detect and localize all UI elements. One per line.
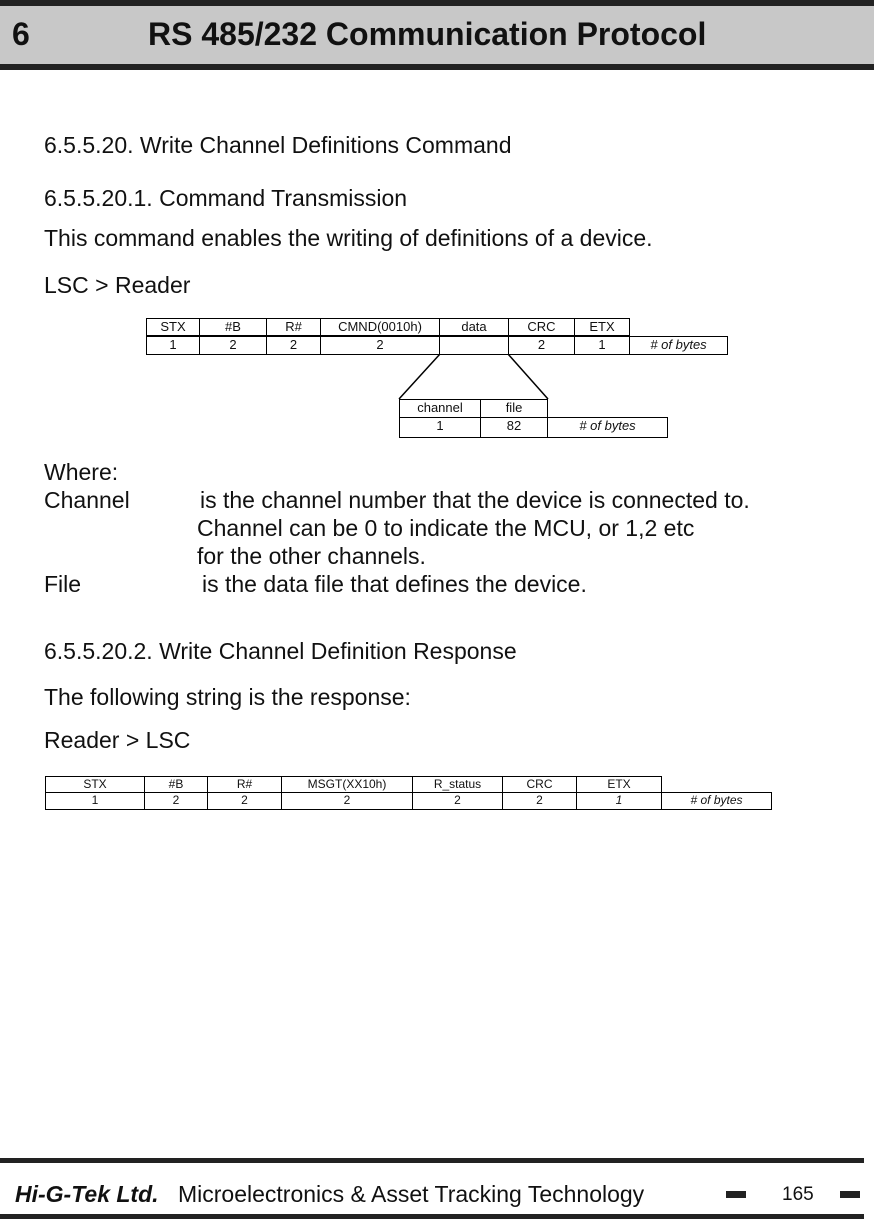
data-bytes-label: # of bytes — [547, 417, 668, 438]
direction-reader-lsc: Reader > LSC — [44, 727, 191, 753]
frame-bytes-etx: 1 — [574, 336, 630, 355]
chapter-number: 6 — [12, 16, 30, 52]
channel-definition-line1: is the channel number that the device is connected to. — [200, 487, 750, 513]
page-number: 165 — [782, 1184, 814, 1205]
company-name: Hi-G-Tek Ltd. — [15, 1181, 159, 1207]
channel-definition-line2: Channel can be 0 to indicate the MCU, or 1,2 etc — [197, 515, 695, 541]
frame-field-r: R# — [266, 318, 321, 336]
frame-bytes-b: 2 — [199, 336, 267, 355]
response-bytes-crc: 2 — [502, 792, 577, 810]
frame-bytes-r: 2 — [266, 336, 321, 355]
file-definition: is the data file that defines the device. — [202, 571, 587, 597]
direction-lsc-reader: LSC > Reader — [44, 272, 191, 298]
sub-heading-transmission: 6.5.5.20.1. Command Transmission — [44, 185, 408, 211]
response-field-stx: STX — [45, 776, 145, 793]
data-bytes-file: 82 — [480, 417, 548, 438]
response-bytes-r: 2 — [207, 792, 282, 810]
response-field-msgt: MSGT(XX10h) — [281, 776, 413, 793]
frame-bytes-cmnd: 2 — [320, 336, 440, 355]
response-bytes-rstatus: 2 — [412, 792, 503, 810]
frame-field-crc: CRC — [508, 318, 575, 336]
response-field-crc: CRC — [502, 776, 577, 793]
frame-bytes-crc: 2 — [508, 336, 575, 355]
channel-term: Channel — [44, 487, 130, 513]
section-heading: 6.5.5.20. Write Channel Definitions Command — [44, 132, 512, 158]
command-description: This command enables the writing of definitions of a device. — [44, 225, 653, 251]
response-field-etx: ETX — [576, 776, 662, 793]
sub-heading-response: 6.5.5.20.2. Write Channel Definition Response — [44, 638, 517, 664]
response-bytes-etx: 1 — [576, 792, 662, 810]
frame-field-stx: STX — [146, 318, 200, 336]
response-field-r: R# — [207, 776, 282, 793]
response-bytes-stx: 1 — [45, 792, 145, 810]
where-label: Where: — [44, 459, 119, 485]
company-tagline: Microelectronics & Asset Tracking Technology — [178, 1181, 645, 1207]
file-term: File — [44, 571, 82, 597]
frame-field-data: data — [439, 318, 509, 336]
channel-definition-line3: for the other channels. — [197, 543, 426, 569]
page-number-dash-left — [726, 1191, 746, 1198]
response-bytes-b: 2 — [144, 792, 208, 810]
chapter-title: RS 485/232 Communication Protocol — [148, 16, 707, 52]
response-field-rstatus: R_status — [412, 776, 503, 793]
response-description: The following string is the response: — [44, 684, 411, 710]
footer-bottom-rule — [0, 1214, 864, 1219]
frame-bytes-stx: 1 — [146, 336, 200, 355]
data-field-channel: channel — [399, 399, 481, 418]
page-number-dash-right — [840, 1191, 860, 1198]
frame-field-b: #B — [199, 318, 267, 336]
response-field-b: #B — [144, 776, 208, 793]
data-bytes-channel: 1 — [399, 417, 481, 438]
response-bytes-msgt: 2 — [281, 792, 413, 810]
data-field-file: file — [480, 399, 548, 418]
frame-field-etx: ETX — [574, 318, 630, 336]
response-bytes-label: # of bytes — [661, 792, 772, 810]
frame-bytes-label: # of bytes — [629, 336, 728, 355]
footer-top-rule — [0, 1158, 864, 1163]
frame-field-cmnd: CMND(0010h) — [320, 318, 440, 336]
